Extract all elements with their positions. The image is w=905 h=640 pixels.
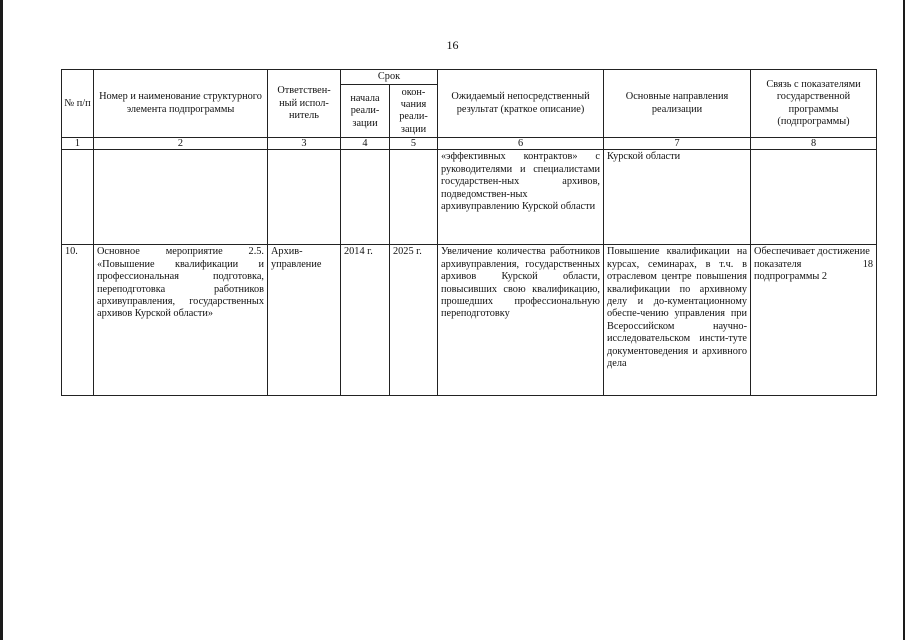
cell-empty: [341, 150, 390, 245]
col-number-7: 7: [604, 138, 751, 150]
col-number-4: 4: [341, 138, 390, 150]
continued-directions-cell: Курской области: [604, 150, 751, 245]
header-num: № п/п: [62, 70, 94, 138]
table-row-continued: [62, 150, 877, 245]
col-number-3: 3: [268, 138, 341, 150]
cell-empty: [268, 150, 341, 245]
col-number-1: 1: [62, 138, 94, 150]
indicator-link-tail: подпрограммы 2: [754, 271, 828, 283]
header-directions: Основные направления реализации: [604, 70, 751, 138]
cell-empty: [62, 150, 94, 245]
cell-empty: [390, 150, 438, 245]
header-name: Номер и наименование структурного элемента подпрограммы: [94, 70, 268, 138]
header-link: Связь с показателями государственной программы (подпрограммы): [751, 70, 877, 138]
table-row-10: [62, 245, 877, 396]
page-number: 16: [446, 38, 459, 52]
col-number-2: 2: [94, 138, 268, 150]
indicator-link-text: Обеспечивает достижение показателя: [754, 246, 870, 270]
scan-edge-left: [0, 0, 3, 640]
start-year-cell: 2014 г.: [341, 245, 390, 396]
activity-name-cell: Основное мероприятие 2.5. «Повышение квалификации и профессиональная подготовка, переподготовка работников архивуправления, государственных архивов Курской области»: [94, 245, 268, 396]
indicator-link-cell: [751, 245, 877, 396]
end-year-cell: 2025 г.: [390, 245, 438, 396]
col-number-6: 6: [438, 138, 604, 150]
column-number-row: [62, 138, 877, 150]
directions-cell: Повышение квалификации на курсах, семинарах, в т.ч. в отраслевом центре повышения квалификации по архивному делу и до-кументационному обеспе-чению управления при Всероссийском научно-исследовательском инсти-туте документоведения и архивного дела: [604, 245, 751, 396]
row-number-cell: 10.: [62, 245, 94, 396]
cell-empty: [751, 150, 877, 245]
header-result: Ожидаемый непосредственный результат (краткое описание): [438, 70, 604, 138]
header-responsible: Ответствен-ный испол-нитель: [268, 70, 341, 138]
program-table: [61, 69, 877, 396]
indicator-number: 18: [862, 258, 874, 270]
header-start: начала реали-зации: [341, 85, 390, 138]
col-number-5: 5: [390, 138, 438, 150]
col-number-8: 8: [751, 138, 877, 150]
cell-empty: [94, 150, 268, 245]
continued-result-cell: «эффективных контрактов» с руководителями и специалистами государствен-ных архивов, подведомствен-ных архивуправлению Курской области: [438, 150, 604, 245]
header-end: окон-чания реали-зации: [390, 85, 438, 138]
header-term: Срок: [341, 70, 438, 85]
result-cell: Увеличение количества работников архивуправления, государственных архивов Курской области, повысивших свою квалификацию, прошедших профессиональную переподготовку: [438, 245, 604, 396]
responsible-cell: Архив-управление: [268, 245, 341, 396]
